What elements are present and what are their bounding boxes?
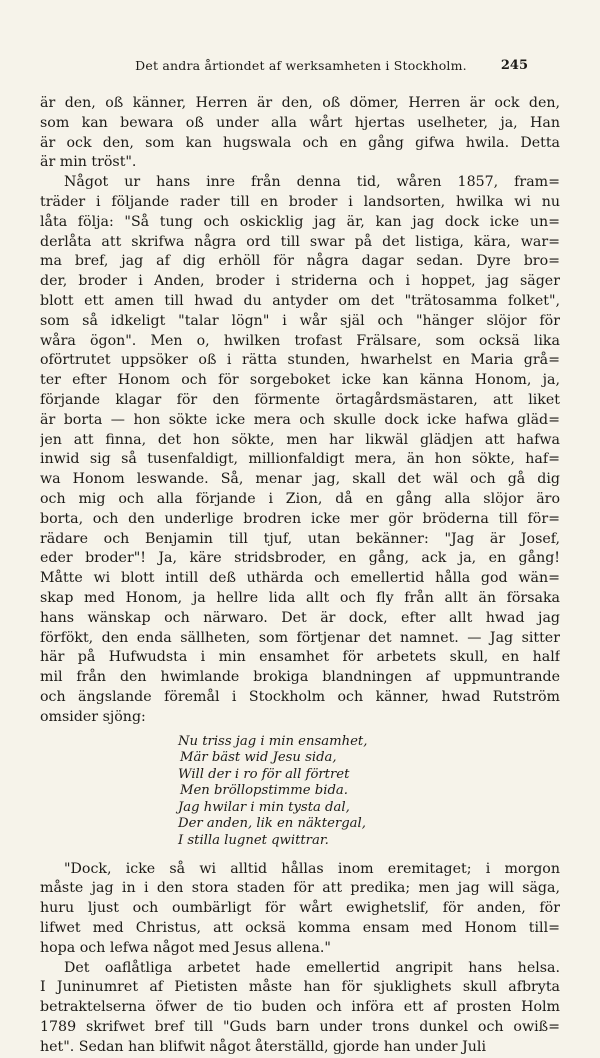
text-line: 1789 skrifwet bref till "Guds barn under trons dunkel och owiß=	[40, 1019, 560, 1036]
page-header	[40, 58, 560, 82]
text-line: här på Hufwudsta i min ensamhet för arbetets skull, en half	[40, 649, 560, 666]
running-head: Det andra årtiondet af werksamheten i Stockholm.	[135, 58, 467, 73]
text-line: der, broder i Anden, broder i striderna och i hoppet, jag säger	[40, 273, 560, 290]
verse-line: I stilla lugnet qwittrar.	[178, 833, 329, 849]
text-line: är min tröst".	[40, 154, 137, 171]
text-line: inwid sig så tusenfaldigt, millionfaldigt mera, än hon sökte, haf=	[40, 451, 560, 468]
text-line: som kan bewara oß under alla wårt hjertas uselheter, ja, Han	[40, 114, 560, 131]
text-line: ma bref, jag af dig erhöll för några dagar sedan. Dyre bro=	[40, 253, 560, 270]
page-body	[40, 94, 560, 1058]
text-line: blott ett amen till hwad du antyder om det "trätosamma folket",	[40, 292, 560, 309]
text-line: förfökt, den enda sällheten, som förtjenar det namnet. — Jag sitter	[40, 629, 560, 646]
verse-line: Mär bäst wid Jesu sida,	[180, 750, 337, 766]
text-line: och mig och alla förjande i Zion, då en gång alla slöjor äro	[40, 490, 560, 507]
text-line: hans wänskap och närwaro. Det är dock, efter allt hwad jag	[40, 609, 560, 626]
text-line: "Dock, icke så wi alltid hållas inom eremitaget; i morgon	[64, 860, 560, 877]
text-line: ter efter Honom och för sorgeboket icke kan känna Honom, ja,	[40, 372, 560, 389]
paragraph	[40, 860, 560, 959]
text-line: lifwet med Christus, att ocksä komma ensam med Honom till=	[40, 920, 560, 937]
text-line: som så idkeligt "talar lögn" i wår själ och "hänger slöjor för	[40, 312, 560, 329]
text-line: och ängslande föremål i Stockholm och känner, hwad Rutström	[40, 688, 560, 705]
text-line: Måtte wi blott intill deß uthärda och emellertid hålla god wän=	[40, 570, 560, 587]
text-line: skap med Honom, ja hellre lida allt och fly från allt än försaka	[40, 589, 560, 606]
text-line: träder i följande rader till en broder i landsorten, hwilka wi nu	[40, 193, 560, 210]
text-line: hopa och lefwa något med Jesus allena."	[40, 939, 331, 956]
text-line: är borta — hon sökte icke mera och skulle dock icke hafwa gläd=	[40, 411, 560, 428]
text-line: oförtrutet uppsöker oß i rätta stunden, hwarhelst en Maria grå=	[40, 352, 560, 369]
verse-block	[178, 734, 560, 850]
text-line: Något ur hans inre från denna tid, wåren 1857, fram=	[64, 174, 560, 191]
text-line: Det oaflåtliga arbetet hade emellertid angripit hans helsa.	[64, 959, 560, 976]
paragraph	[40, 94, 560, 173]
text-line: är ock den, som kan hugswala och en gång gifwa hwila. Detta	[40, 134, 560, 151]
text-line: omsider sjöng:	[40, 708, 146, 725]
text-line: förjande klagar för den förmente örtagårdsmästaren, att liket	[40, 391, 560, 408]
text-line: betraktelserna öfwer de tio buden och införa ett af prosten Holm	[40, 999, 560, 1016]
text-line: eder broder"! Ja, käre stridsbroder, en gång, ack ja, en gång!	[40, 550, 560, 567]
paragraph	[40, 959, 560, 1058]
text-line: I Juninumret af Pietisten måste han för sjuklighets skull afbryta	[40, 979, 560, 996]
verse-line: Der anden, lik en näktergal,	[178, 816, 366, 832]
paragraph	[40, 173, 560, 727]
text-line: het". Sedan han blifwit något återställd, gjorde han under Juli	[40, 1038, 486, 1055]
text-line: rädare och Benjamin till tjuf, utan bekänner: "Jag är Josef,	[40, 530, 560, 547]
verse-line: Jag hwilar i min tysta dal,	[178, 799, 350, 815]
page-number: 245	[500, 58, 528, 73]
verse-line: Men bröllopstimme bida.	[180, 783, 348, 799]
text-line: wa Honom leswande. Så, menar jag, skall det wäl och gå dig	[40, 471, 560, 488]
text-line: mil från den hwimlande brokiga blandningen af uppmuntrande	[40, 669, 560, 686]
text-line: måste jag in i den stora staden för att predika; men jag will säga,	[40, 880, 560, 897]
verse-line: Will der i ro för all förtret	[178, 766, 350, 782]
text-line: huru ljust och oumbärligt för wårt ewighetslif, för anden, för	[40, 900, 560, 917]
verse-line: Nu triss jag i min ensamhet,	[178, 733, 368, 749]
text-line: derlåta att skrifwa några ord till swar på det listiga, kära, war=	[40, 233, 560, 250]
text-line: borta, och den underlige brodren icke mer gör bröderna till för=	[40, 510, 560, 527]
text-line: jen att finna, det hon sökte, men har likwäl glädjen att hafwa	[40, 431, 560, 448]
text-line: är den, oß känner, Herren är den, oß dömer, Herren är ock den,	[40, 95, 560, 111]
text-line: wåra ögon". Men o, hwilken trofast Frälsare, som ocksä lika	[40, 332, 560, 349]
text-line: låta följa: "Så tung och oskicklig jag är, kan jag dock icke un=	[40, 213, 560, 230]
